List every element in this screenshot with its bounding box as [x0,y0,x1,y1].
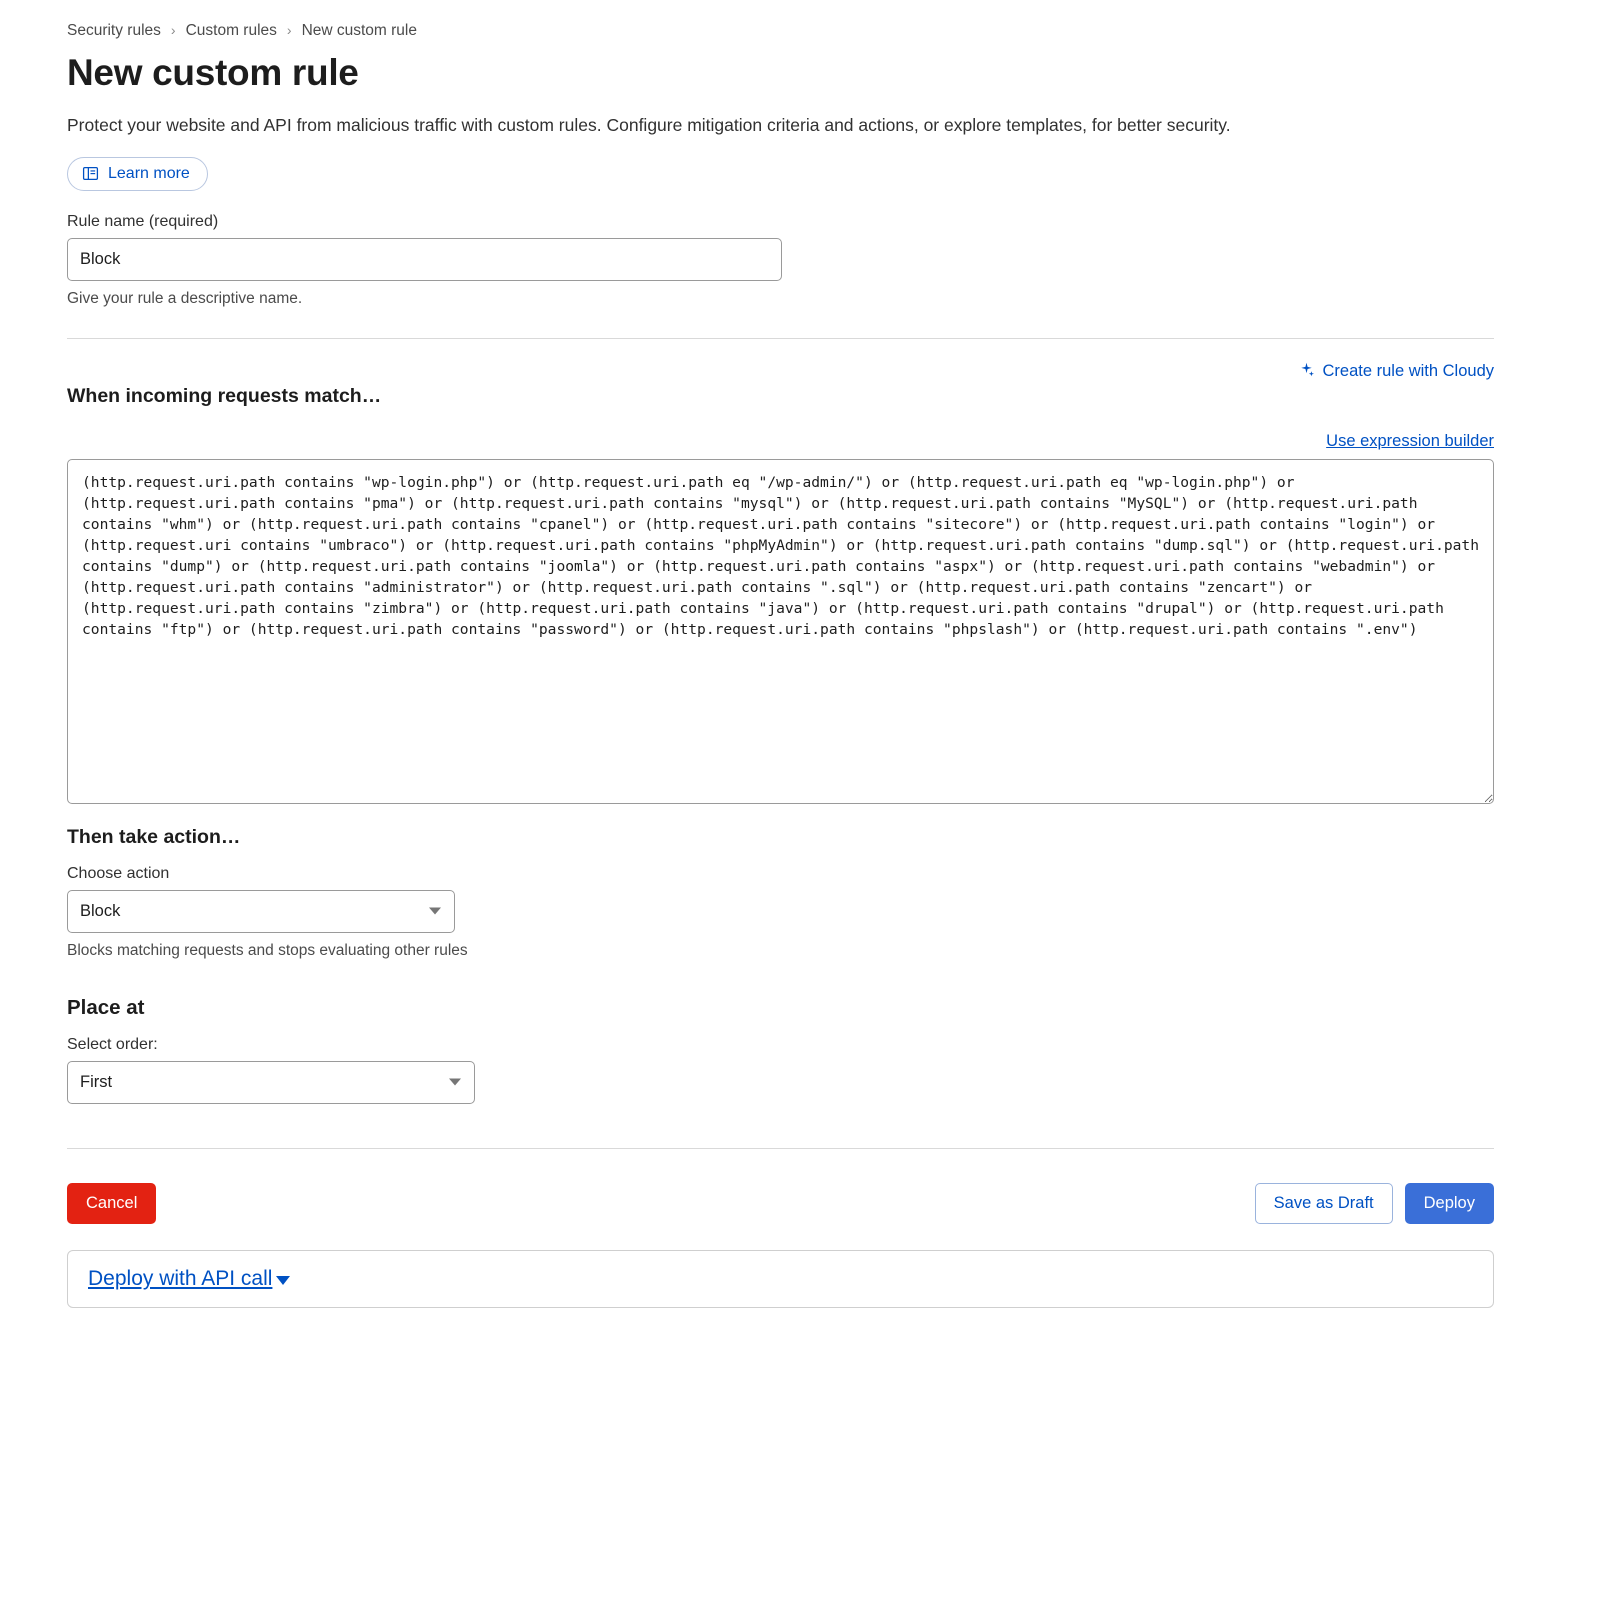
deploy-with-api-call-toggle[interactable] [88,1267,290,1291]
expression-builder-row [67,432,1494,451]
breadcrumb-item-security-rules[interactable]: Security rules [67,22,161,39]
rule-name-field-group [67,213,1494,308]
expression-editor[interactable] [67,459,1494,804]
cancel-button[interactable]: Cancel [67,1183,156,1224]
rule-name-label: Rule name (required) [67,212,219,230]
deploy-with-api-call-label: Deploy with API call [88,1266,273,1290]
select-order-label: Select order: [67,1035,158,1053]
create-rule-with-cloudy-label: Create rule with Cloudy [1322,362,1494,381]
choose-action-label: Choose action [67,864,170,882]
choose-action-select[interactable] [67,890,455,933]
section-divider [67,338,1494,339]
breadcrumb-separator-icon: › [286,22,292,38]
choose-action-select-wrap [67,890,455,933]
page-title: New custom rule [67,52,359,93]
deploy-with-api-panel [67,1250,1494,1308]
then-take-action-title: Then take action… [67,825,241,848]
rule-name-input[interactable] [67,238,782,281]
use-expression-builder-link[interactable]: Use expression builder [1326,431,1494,450]
cloudy-row [67,361,1494,383]
choose-action-help: Blocks matching requests and stops evaluating other rules [67,941,468,959]
learn-more-label: Learn more [108,164,190,182]
when-requests-match-title: When incoming requests match… [67,384,382,407]
footer-actions [67,1183,1494,1224]
page-description: Protect your website and API from malicious traffic with custom rules. Configure mitigation criteria and actions, or explore templates, for better security. [67,115,1231,136]
create-rule-with-cloudy-button[interactable] [1298,361,1495,383]
breadcrumb-item-new-custom-rule: New custom rule [301,22,417,39]
primary-actions [1255,1183,1494,1224]
place-at-title: Place at [67,995,145,1019]
book-icon [82,165,99,182]
breadcrumb-item-custom-rules[interactable]: Custom rules [185,22,277,39]
footer-divider [67,1148,1494,1149]
chevron-down-icon [276,1276,290,1285]
select-order-select[interactable] [67,1061,475,1104]
breadcrumb [67,22,1494,40]
save-as-draft-button[interactable]: Save as Draft [1255,1183,1393,1224]
breadcrumb-separator-icon: › [170,22,176,38]
learn-more-button[interactable] [67,157,208,191]
deploy-button[interactable]: Deploy [1405,1183,1494,1224]
rule-name-help: Give your rule a descriptive name. [67,289,303,307]
select-order-select-wrap [67,1061,475,1104]
sparkle-icon [1298,361,1315,383]
